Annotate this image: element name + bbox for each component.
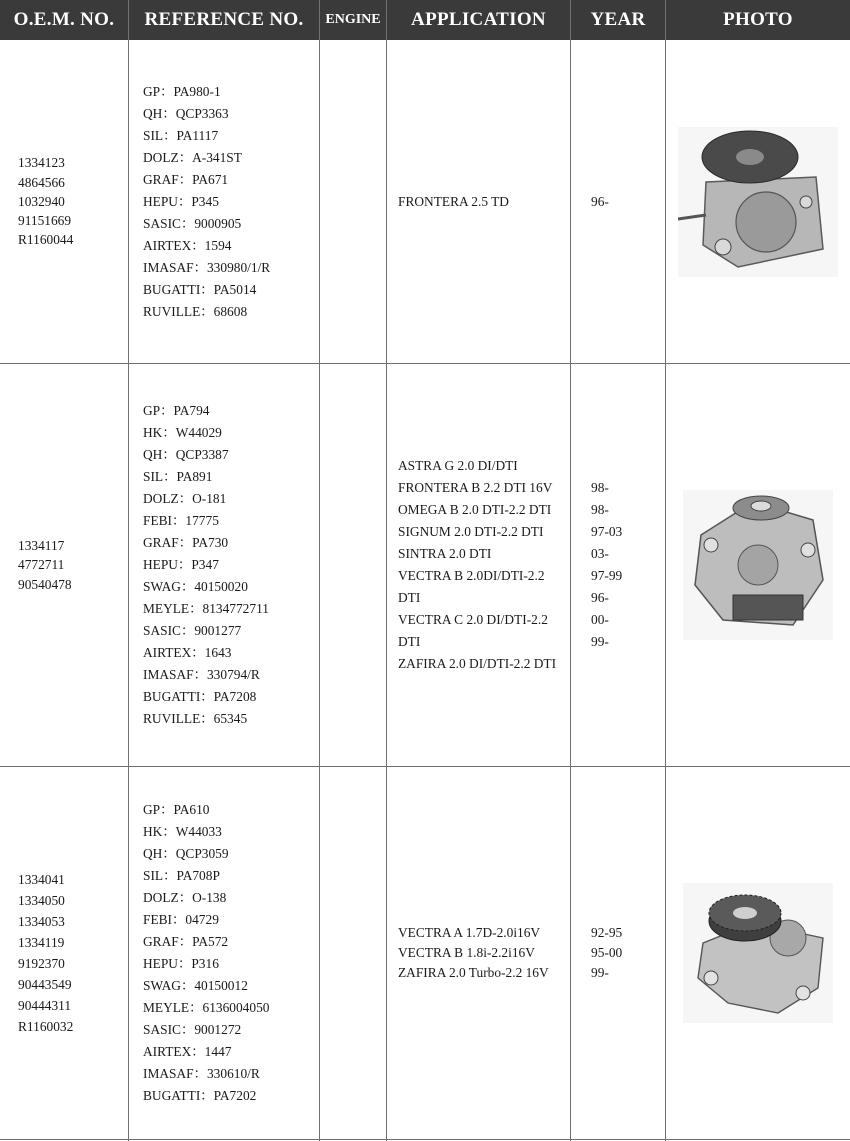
reference-number: HK：W44033 — [143, 824, 222, 839]
oem-number: 4772711 — [18, 557, 65, 573]
year-line: 99- — [591, 634, 609, 649]
application-line: VECTRA C 2.0 DI/DTI-2.2 — [398, 612, 548, 627]
oem-cell — [18, 767, 126, 1139]
header-reference: REFERENCE NO. — [144, 9, 304, 30]
year-line — [591, 455, 663, 477]
oem-cell — [18, 364, 126, 766]
application-line: VECTRA B 2.0DI/DTI-2.2 — [398, 568, 545, 583]
reference-number: AIRTEX：1643 — [143, 645, 232, 660]
application-line: SINTRA 2.0 DTI — [398, 546, 492, 561]
year-line: 98- — [591, 480, 609, 495]
water-pump-gear-icon — [683, 883, 833, 1023]
reference-number: GRAF：PA730 — [143, 535, 229, 550]
header-year: YEAR — [590, 9, 646, 30]
application-line: VECTRA B 1.8i-2.2i16V — [398, 945, 535, 960]
application-line: FRONTERA 2.5 TD — [398, 193, 509, 209]
application-line: FRONTERA B 2.2 DTI 16V — [398, 480, 553, 495]
year-line: 99- — [591, 965, 609, 980]
oem-number: 90443549 — [18, 977, 72, 992]
header-photo: PHOTO — [723, 9, 793, 30]
reference-number: DOLZ：O-181 — [143, 491, 227, 506]
photo-cell — [666, 364, 850, 766]
application-line: DTI — [398, 634, 421, 649]
reference-number: IMASAF：330980/1/R — [143, 259, 271, 275]
year-line: 00- — [591, 612, 609, 627]
reference-number: SWAG：40150020 — [143, 579, 248, 594]
table-row — [0, 767, 850, 1139]
oem-number: R1160044 — [18, 232, 74, 248]
photo-cell — [666, 40, 850, 363]
reference-number: SIL：PA891 — [143, 469, 213, 484]
year-line: 96- — [591, 590, 609, 605]
reference-number: GP：PA610 — [143, 802, 210, 817]
year-cell — [591, 767, 663, 1139]
table-row — [0, 364, 850, 766]
oem-number: R1160032 — [18, 1019, 74, 1034]
reference-number: QH：QCP3059 — [143, 846, 229, 861]
reference-number: DOLZ：A-341ST — [143, 149, 242, 165]
oem-number: 1032940 — [18, 193, 65, 209]
year-cell — [591, 40, 663, 363]
year-line — [591, 653, 663, 675]
divider — [0, 1139, 850, 1140]
reference-number: RUVILLE：65345 — [143, 711, 248, 726]
application-line: OMEGA B 2.0 DTI-2.2 DTI — [398, 502, 552, 517]
reference-number: GRAF：PA671 — [143, 171, 229, 187]
oem-number: 9192370 — [18, 956, 65, 971]
reference-number: BUGATTI：PA5014 — [143, 281, 257, 297]
reference-number: FEBI：04729 — [143, 912, 219, 927]
year-line: 97-03 — [591, 524, 623, 539]
year-line: 98- — [591, 502, 609, 517]
year-line: 96- — [591, 193, 609, 209]
reference-cell — [143, 364, 317, 766]
reference-number: HEPU：P347 — [143, 557, 219, 572]
reference-number: QH：QCP3387 — [143, 447, 229, 462]
reference-number: QH：QCP3363 — [143, 105, 229, 121]
year-line: 92-95 — [591, 925, 623, 940]
reference-number: GP：PA794 — [143, 403, 210, 418]
application-line: DTI — [398, 590, 421, 605]
reference-number: SWAG：40150012 — [143, 978, 248, 993]
oem-number: 90540478 — [18, 576, 72, 592]
reference-number: MEYLE：6136004050 — [143, 1000, 270, 1015]
reference-number: IMASAF：330610/R — [143, 1066, 260, 1081]
reference-number: BUGATTI：PA7202 — [143, 1088, 257, 1103]
application-line: SIGNUM 2.0 DTI-2.2 DTI — [398, 524, 544, 539]
oem-number: 1334123 — [18, 155, 65, 171]
photo-cell — [666, 767, 850, 1139]
application-line: ZAFIRA 2.0 Turbo-2.2 16V — [398, 965, 549, 980]
year-line: 97-99 — [591, 568, 623, 583]
reference-number: FEBI：17775 — [143, 513, 219, 528]
application-cell — [398, 40, 568, 363]
oem-number: 1334117 — [18, 538, 65, 554]
application-cell — [398, 767, 568, 1139]
reference-number: GP：PA980-1 — [143, 83, 221, 99]
reference-number: IMASAF：330794/R — [143, 667, 260, 682]
water-pump-icon — [683, 490, 833, 640]
oem-number: 91151669 — [18, 213, 72, 229]
reference-number: SASIC：9001272 — [143, 1022, 242, 1037]
reference-number: SIL：PA1117 — [143, 127, 219, 143]
header-application: APPLICATION — [411, 9, 546, 30]
reference-number: AIRTEX：1447 — [143, 1044, 232, 1059]
table-row — [0, 40, 850, 363]
reference-cell — [143, 767, 317, 1139]
application-line: ASTRA G 2.0 DI/DTI — [398, 458, 518, 473]
header-engine: ENGINE — [325, 12, 381, 27]
reference-number: HEPU：P316 — [143, 956, 219, 971]
reference-number: BUGATTI：PA7208 — [143, 689, 257, 704]
oem-number: 1334119 — [18, 935, 65, 950]
reference-cell — [143, 40, 317, 363]
reference-number: MEYLE：8134772711 — [143, 601, 269, 616]
reference-number: SASIC：9000905 — [143, 215, 242, 231]
application-cell — [398, 364, 568, 766]
reference-number: SIL：PA708P — [143, 868, 220, 883]
application-line: VECTRA A 1.7D-2.0i16V — [398, 925, 541, 940]
oem-number: 1334041 — [18, 872, 65, 887]
reference-number: GRAF：PA572 — [143, 934, 229, 949]
oem-number: 4864566 — [18, 174, 65, 190]
reference-number: AIRTEX：1594 — [143, 237, 232, 253]
reference-number: DOLZ：O-138 — [143, 890, 227, 905]
application-line: ZAFIRA 2.0 DI/DTI-2.2 DTI — [398, 656, 557, 671]
engine-cell — [322, 364, 384, 766]
engine-cell — [322, 40, 384, 363]
oem-number: 1334050 — [18, 893, 65, 908]
reference-number: SASIC：9001277 — [143, 623, 242, 638]
reference-number: HEPU：P345 — [143, 193, 219, 209]
reference-number: HK：W44029 — [143, 425, 222, 440]
oem-number: 90444311 — [18, 998, 72, 1013]
header-oem: O.E.M. NO. — [13, 9, 115, 30]
reference-number: RUVILLE：68608 — [143, 303, 248, 319]
year-cell — [591, 364, 663, 766]
oem-number: 1334053 — [18, 914, 65, 929]
year-line: 95-00 — [591, 945, 623, 960]
water-pump-icon — [678, 127, 838, 277]
engine-cell — [322, 767, 384, 1139]
oem-cell — [18, 40, 126, 363]
year-line: 03- — [591, 546, 609, 561]
